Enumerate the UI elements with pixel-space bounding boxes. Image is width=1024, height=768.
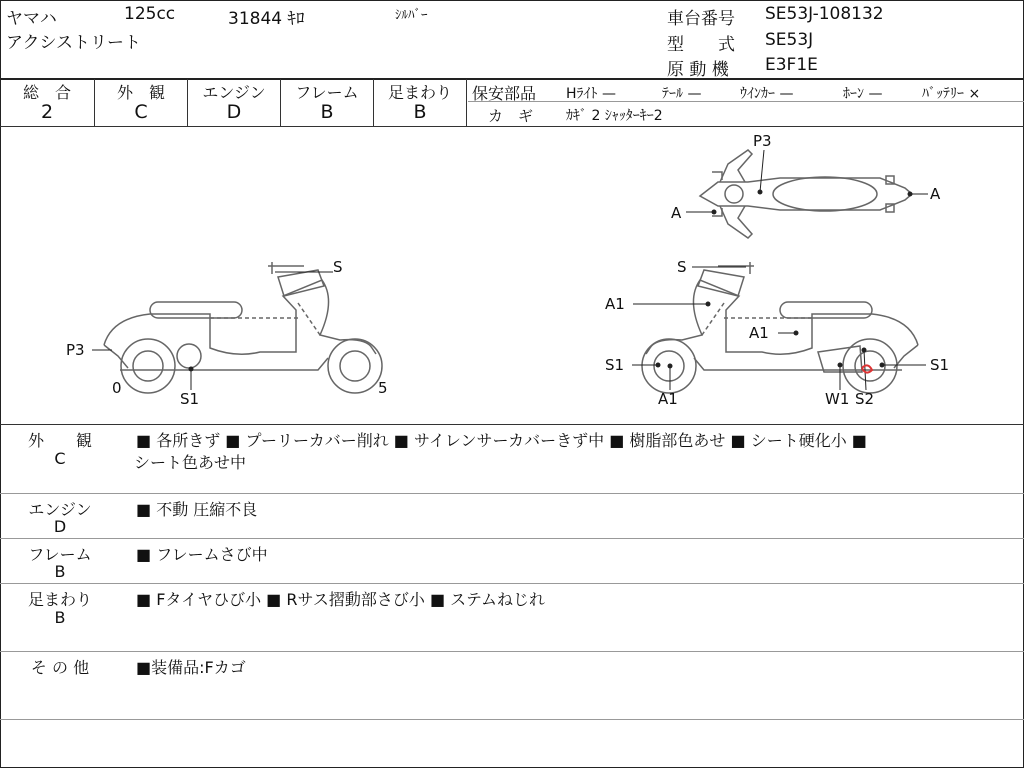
grade-overall-label: 総 合	[22, 83, 71, 102]
grade-suspension-value: B	[413, 101, 427, 123]
remarks-frame-label: フレーム	[28, 545, 92, 564]
key-label: カ ギ	[488, 107, 534, 125]
type-value: SE53J	[765, 30, 814, 50]
marker-p3: P3	[66, 341, 85, 359]
accessory-taillight: ﾃｰﾙ —	[662, 86, 702, 102]
remarks-exterior-line: ■ 各所きず ■ プーリーカバー削れ ■ サイレンサーカバーきず中 ■ 樹脂部色あせ ■ シート硬化小 ■	[136, 431, 867, 450]
grade-frame-label: フレーム	[295, 83, 359, 102]
marker-a: A	[930, 185, 941, 203]
grade-engine-label: エンジン	[202, 83, 266, 102]
remarks-exterior-line: シート色あせ中	[134, 453, 247, 472]
type-label: 型 式	[667, 35, 735, 55]
remarks-engine-label: エンジン	[28, 500, 92, 519]
remarks-frame-line: ■ フレームさび中	[136, 545, 268, 564]
marker-p3: P3	[753, 132, 772, 150]
marker-a1: A1	[658, 390, 678, 408]
divider	[0, 651, 1024, 652]
grade-frame-value: B	[320, 101, 334, 123]
grade-engine-value: D	[226, 101, 242, 123]
marker-s: S	[677, 258, 687, 276]
marker-zero: 0	[112, 379, 122, 397]
marker-a1: A1	[605, 295, 625, 313]
remarks-suspension-label: 足まわり	[27, 590, 92, 609]
accessory-headlight: Hﾗｲﾄ —	[566, 86, 616, 102]
color: ｼﾙﾊﾞｰ	[395, 8, 428, 23]
divider	[0, 538, 1024, 539]
grade-overall-value: 2	[40, 101, 54, 123]
marker-w1: W1	[825, 390, 850, 408]
marker-s2: S2	[855, 390, 875, 408]
key-value: ｶｷﾞ 2 ｼｬｯﾀｰｷｰ2	[566, 108, 663, 124]
frame-number-label: 車台番号	[667, 9, 735, 29]
grade-exterior-value: C	[134, 101, 148, 123]
remarks-other-line: ■装備品:Fカゴ	[136, 658, 246, 677]
accessory-winker: ｳｲﾝｶｰ —	[740, 86, 794, 102]
remarks-engine-grade: D	[53, 517, 67, 536]
engine-label: 原 動 機	[667, 60, 729, 80]
engine-value: E3F1E	[765, 55, 818, 75]
scooter-right-view	[642, 262, 918, 393]
remarks-suspension-line: ■ Fタイヤひび小 ■ Rサス摺動部さび小 ■ ステムねじれ	[136, 590, 546, 609]
remarks-frame-grade: B	[54, 562, 66, 581]
divider	[0, 424, 1024, 425]
marker-s: S	[333, 258, 343, 276]
divider	[466, 79, 467, 126]
marker-a1: A1	[749, 324, 769, 342]
grade-suspension-label: 足まわり	[387, 83, 452, 102]
divider	[0, 583, 1024, 584]
marker-a: A	[671, 204, 682, 222]
marker-s1: S1	[180, 390, 200, 408]
maker: ヤマハ	[6, 9, 57, 29]
displacement: 125cc	[124, 4, 176, 24]
marker-five: 5	[378, 379, 388, 397]
frame-number-value: SE53J-108132	[765, 4, 884, 24]
scooter-left-view	[104, 262, 382, 393]
accessory-battery: ﾊﾞｯﾃﾘｰ ×	[922, 86, 981, 102]
accessory-horn: ﾎｰﾝ —	[843, 86, 883, 102]
remarks-exterior-grade: C	[54, 449, 66, 468]
divider	[0, 493, 1024, 494]
remarks-engine-line: ■ 不動 圧縮不良	[136, 500, 258, 519]
marker-s1: S1	[930, 356, 950, 374]
remarks-suspension-grade: B	[54, 608, 66, 627]
remarks-exterior-label: 外 観	[27, 431, 92, 450]
damage-diagram	[0, 127, 1022, 423]
grade-exterior-label: 外 観	[116, 83, 165, 102]
remarks-other-label: そ の 他	[30, 658, 90, 677]
mileage: 31844 ｷﾛ	[228, 9, 305, 29]
accessories-label: 保安部品	[472, 84, 537, 103]
divider	[0, 719, 1024, 720]
scooter-top-view	[700, 150, 912, 238]
marker-s1: S1	[605, 356, 625, 374]
model-name: アクシストリート	[6, 33, 141, 53]
